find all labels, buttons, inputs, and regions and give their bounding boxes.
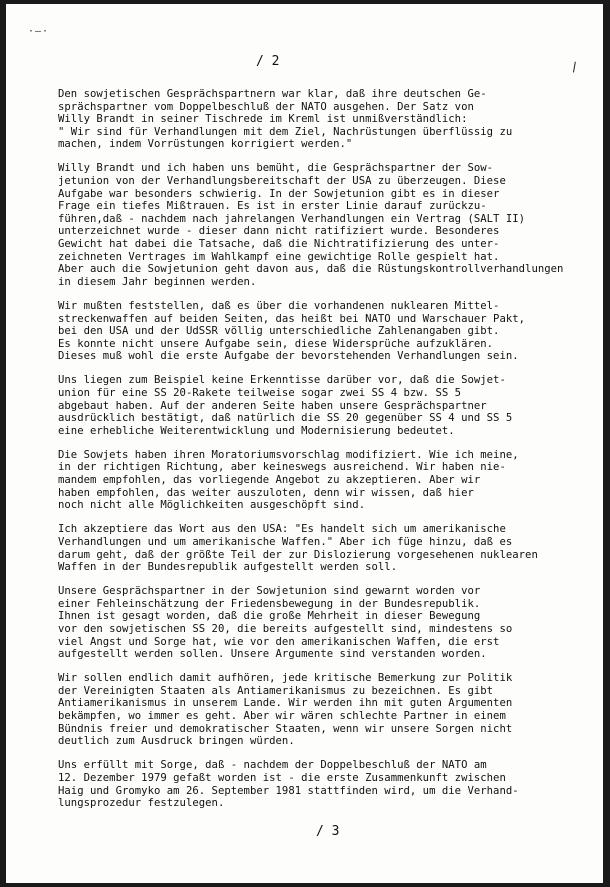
paragraph: Uns erfüllt mit Sorge, daß - nachdem der Doppelbeschluß der NATO am 12. Dezember 1979 gefaßt worden ist - die erste Zusammenkunft zwischen Haig und Gromyko am 26. September 1981 stattfinden wird, um die Verhand- lungsprozedur festzulegen. xyxy=(58,759,519,810)
paragraph: Uns liegen zum Beispiel keine Erkenntisse darüber vor, daß die Sowjet- union für eine SS 20-Rakete teilweise sogar zwei SS 4 bzw. SS 5 abgebaut haben. Auf der anderen Seite haben unsere Gesprächspartner ausdrücklich bestätigt, daß natürlich die SS 20 gegenüber SS 4 und SS 5 eine erhebliche Weiterentwicklung und Modernisierung bedeutet. xyxy=(58,374,513,437)
paragraph: Willy Brandt und ich haben uns bemüht, die Gesprächspartner der Sow- jetunion von der Verhandlungsbereitschaft der USA zu überzeugen. Diese Aufgabe war besonders schwierig. In der Sowjetunion gibt es in dieser Frage ein tiefes Mißtrauen. Es ist in erster Linie darauf zurückzu- führen,daß - nachdem nach jahrelangen Verhandlungen ein Vertrag (SALT II) unterzeichnet wurde - dieser dann nicht ratifiziert wurde. Besonderes Gewicht hat dabei die Tatsache, daß die Nichtratifizierung des unter- zeichneten Vertrages im Wahlkampf eine gewichtige Rolle gespielt hat. Aber auch die Sowjetunion geht davon aus, daß die Rüstungskontrollverhandlungen in diesem Jahr beginnen werden. xyxy=(58,162,564,288)
page-number-top: / 2 xyxy=(256,54,280,69)
document-page xyxy=(6,4,603,883)
corner-mark: ·—· xyxy=(28,26,50,37)
page-number-bottom: / 3 xyxy=(316,824,340,839)
paragraph: Den sowjetischen Gesprächspartnern war klar, daß ihre deutschen Ge- sprächspartner vom Doppelbeschluß der NATO ausgehen. Der Satz von Willy Brandt in seiner Tischrede im Kreml ist unmißverständlich: " Wir sind für Verhandlungen mit dem Ziel, Nachrüstungen überflüssig zu machen, indem Vorrüstungen korrigiert werden." xyxy=(58,88,513,151)
paragraph: Unsere Gesprächspartner in der Sowjetunion sind gewarnt worden vor einer Fehleinschätzung der Friedensbewegung in der Bundesrepublik. Ihnen ist gesagt worden, daß die große Mehrheit in dieser Bewegung vor den sowjetischen SS 20, die bereits aufgestellt sind, mindestens so viel Angst und Sorge hat, wie vor den amerikanischen Waffen, die erst aufgestellt werden sollen. Unsere Argumente sind verstanden worden. xyxy=(58,585,513,661)
paragraph: Ich akzeptiere das Wort aus den USA: "Es handelt sich um amerikanische Verhandlungen und um amerikanische Waffen." Aber ich füge hinzu, daß es darum geht, daß der größte Teil der zur Dislozierung vorgesehenen nuklearen Waffen in der Bundesrepublik aufgestellt werden soll. xyxy=(58,523,538,574)
document-body xyxy=(58,88,578,821)
paragraph: Die Sowjets haben ihren Moratoriumsvorschlag modifiziert. Wie ich meine, in der richtigen Richtung, aber keineswegs ausreichend. Wir haben nie- mandem empfohlen, das vorliegende Angebot zu akzeptieren. Aber wir haben empfohlen, das weiter auszuloten, denn wir wissen, daß hier noch nicht alle Möglichkeiten ausgeschöpft sind. xyxy=(58,448,519,512)
paragraph: Wir sollen endlich damit aufhören, jede kritische Bemerkung zur Politik der Vereinigten Staaten als Antiamerikanismus zu bezeichnen. Es gibt Antiamerikanismus in unserem Lande. Wir werden ihn mit guten Argumenten bekämpfen, wo immer es geht. Aber wir wären schlechte Partner in einem Bündnis freier und demokratischer Staaten, wenn wir unsere Sorgen nicht deutlich zum Ausdruck bringen würden. xyxy=(58,672,513,748)
staple-mark: \ xyxy=(567,59,582,75)
paragraph: Wir mußten feststellen, daß es über die vorhandenen nuklearen Mittel- streckenwaffen auf beiden Seiten, das heißt bei NATO und Warschauer Pakt, bei den USA und der UdSSR völlig unterschiedliche Zahlenangaben gibt. Es konnte nicht unsere Aufgabe sein, diese Widersprüche aufzuklären. Dieses muß wohl die erste Aufgabe der bevorstehenden Verhandlungen sein. xyxy=(58,299,526,363)
